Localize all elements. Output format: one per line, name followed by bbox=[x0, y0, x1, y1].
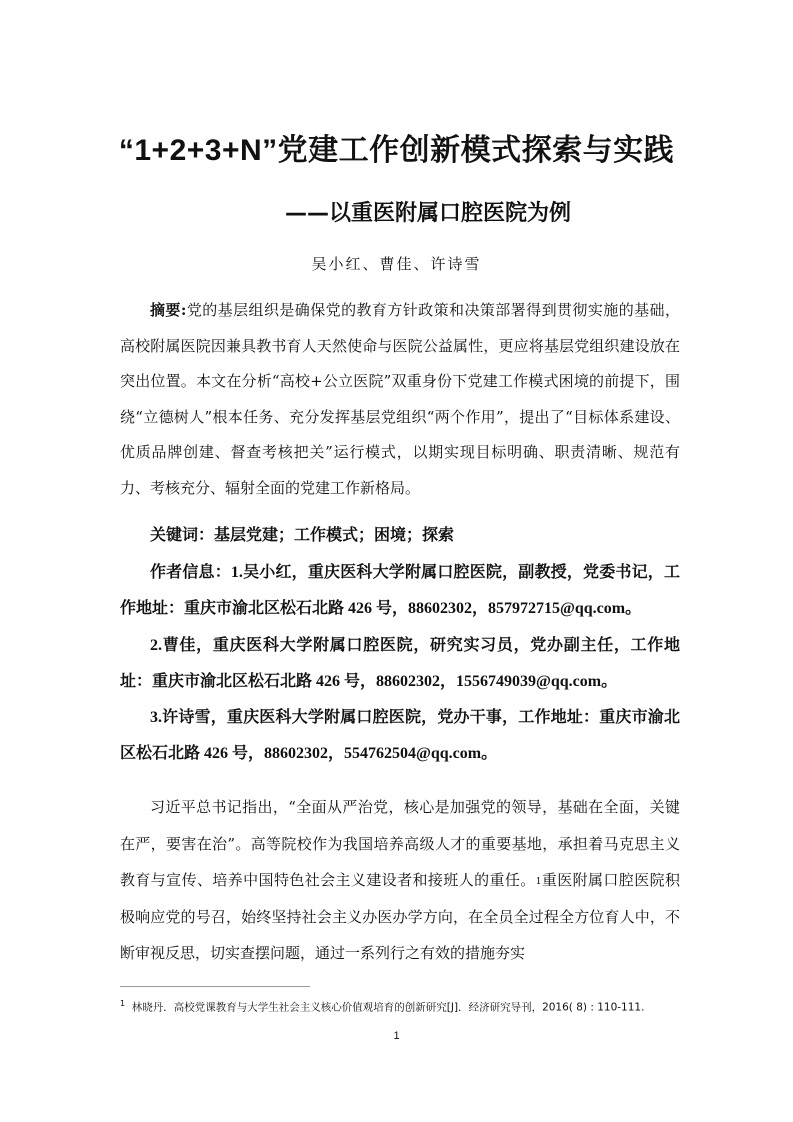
abstract-text: 党的基层组织是确保党的教育方针政策和决策部署得到贯彻实施的基础，高校附属医院因兼具教书育人天然使命与医院公益属性，更应将基层党组织建设放在突出位置。本文在分析“高校+公立医院”双重身份下党建工作模式困境的前提下，围绕“立德树人”根本任务、充分发挥基层党组织“两个作用”，提出了“目标体系建设、优质品牌创建、督查考核把关”运行模式，以期实现目标明确、职责清晰、规范有力、考核充分、辐射全面的党建工作新格局。 bbox=[120, 301, 680, 497]
body-paragraph bbox=[120, 789, 680, 972]
footnote bbox=[120, 994, 680, 1018]
author-info-1: 作者信息：1.吴小红，重庆医科大学附属口腔医院，副教授，党委书记，工作地址：重庆市渝北区松石北路 426 号，88602302，857972715@qq.com。 bbox=[120, 564, 680, 617]
author-names: 吴小红、曹佳、许诗雪 bbox=[311, 255, 482, 273]
footnote-reference[interactable]: 1 bbox=[535, 877, 542, 887]
body-text-part-2: 重医附属口腔医院积极响应党的号召，始终坚持社会主义办医办学方向，在全员全过程全方位育人中，不断审视反思，切实查摆问题，通过一系列行之有效的措施夯实 bbox=[120, 871, 680, 962]
footnote-text: 林晓丹．高校党课教育与大学生社会主义核心价值观培育的创新研究[J]．经济研究导刊，2016( 8) : 110-111. bbox=[131, 1001, 645, 1014]
page-number: 1 bbox=[393, 1030, 400, 1042]
abstract-label: 摘要: bbox=[150, 301, 187, 319]
footnote-divider bbox=[120, 986, 310, 987]
footnote-number: 1 bbox=[120, 999, 126, 1008]
keywords-line: 关键词：基层党建；工作模式；困境；探索 bbox=[150, 527, 455, 544]
document-subtitle: ——以重医附属口腔医院为例 bbox=[285, 201, 572, 226]
author-info-3: 3.许诗雪，重庆医科大学附属口腔医院，党办干事，工作地址：重庆市渝北区松石北路 426 号，88602302，554762504@qq.com。 bbox=[120, 709, 680, 762]
author-info-2: 2.曹佳，重庆医科大学附属口腔医院，研究实习员，党办副主任，工作地址：重庆市渝北区松石北路 426 号，88602302，1556749039@qq.com。 bbox=[120, 637, 680, 690]
abstract-paragraph bbox=[120, 293, 680, 506]
body-text-part-1: 习近平总书记指出，“全面从严治党，核心是加强党的领导，基础在全面，关键在严，要害在治”。高等院校作为我国培养高级人才的重要基地，承担着马克思主义教育与宣传、培养中国特色社会主义建设者和接班人的重任。 bbox=[120, 798, 680, 889]
document-title: “1+2+3+N”党建工作创新模式探索与实践 bbox=[118, 134, 675, 167]
